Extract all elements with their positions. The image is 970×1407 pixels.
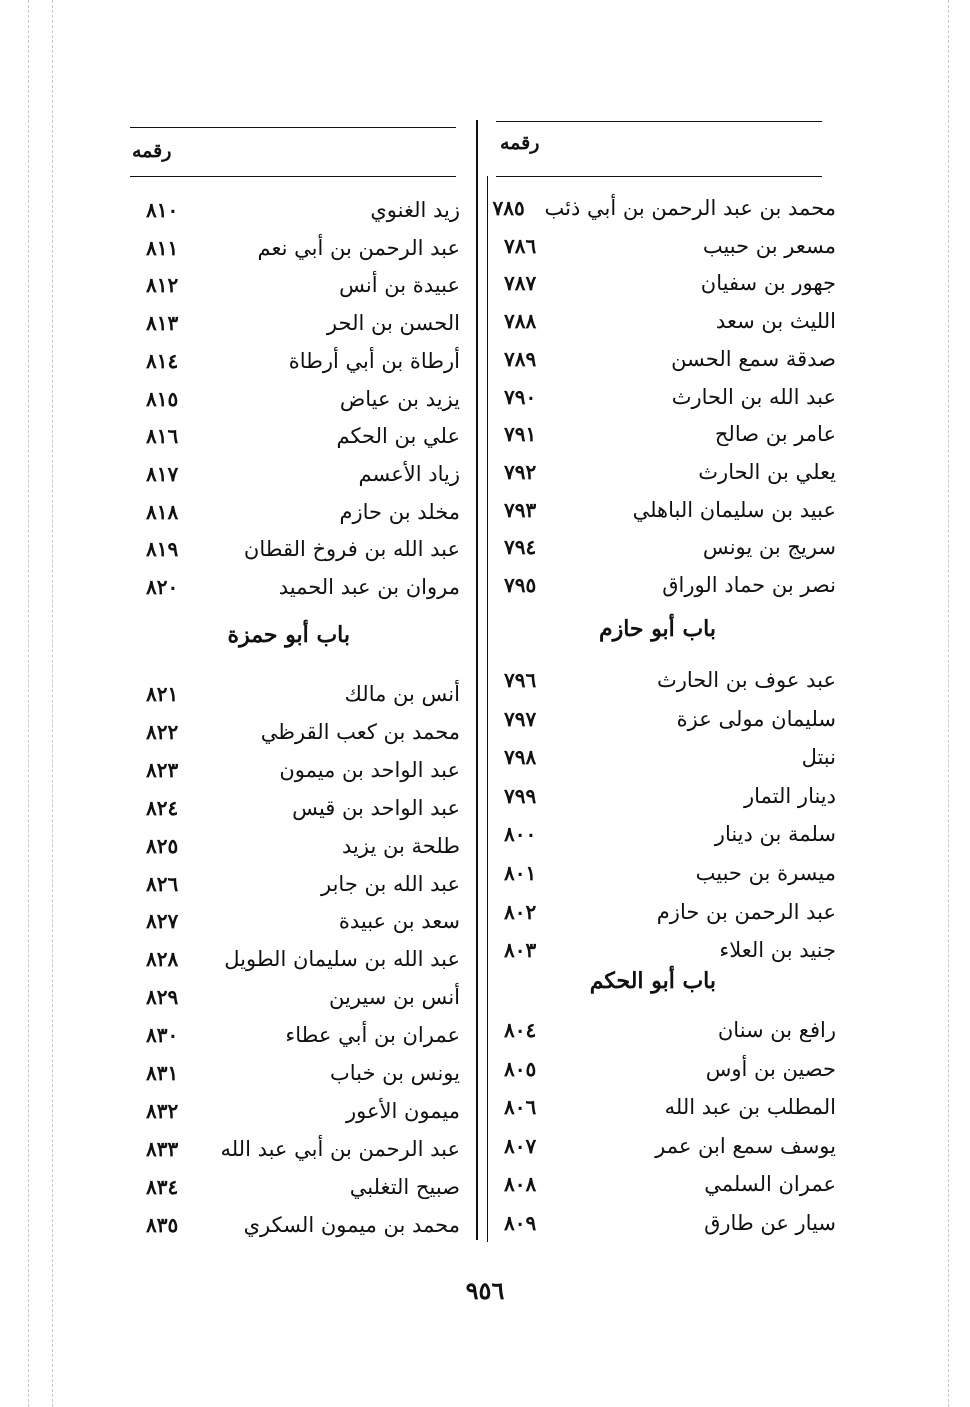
right-column-header: رقمه [500, 132, 540, 154]
entry-name: جنيد بن العلاء [719, 938, 836, 963]
entry-name: الليث بن سعد [715, 309, 836, 334]
section-title-abu-al-hakam: باب أبو الحكم [589, 968, 716, 994]
entry-number: ٨١٨ [146, 499, 179, 524]
entry-number: ٨١٦ [146, 424, 179, 449]
entry-number: ٨٠٣ [504, 938, 537, 963]
entry-number: ٧٨٩ [504, 346, 537, 371]
entry-number: ٨٣٤ [146, 1174, 179, 1199]
list-item [496, 379, 836, 415]
entry-name: حصين بن أوس [705, 1056, 836, 1081]
list-item [130, 714, 460, 750]
list-item [496, 567, 836, 603]
entry-number: ٨٢٩ [146, 985, 179, 1010]
list-item [130, 267, 460, 303]
entry-number: ٨١٩ [146, 537, 179, 562]
entry-name: علي بن الحكم [336, 424, 460, 449]
entry-number: ٧٩١ [504, 422, 537, 447]
entry-number: ٧٨٥ [492, 196, 525, 220]
list-item [496, 701, 836, 737]
list-item [130, 1055, 460, 1091]
list-item [130, 979, 460, 1015]
entry-name: رافع بن سنان [717, 1018, 836, 1042]
entry-number: ٨٣٢ [146, 1098, 179, 1123]
list-item [496, 1012, 836, 1048]
entry-number: ٨١١ [146, 235, 179, 260]
entry-number: ٨١٠ [146, 198, 179, 222]
entry-number: ٨٣٣ [146, 1136, 179, 1161]
list-item [130, 494, 460, 530]
list-item [496, 855, 836, 891]
entry-number: ٨٠١ [504, 861, 537, 885]
list-item [130, 1207, 460, 1243]
list-item [496, 1128, 836, 1164]
list-item [496, 228, 836, 264]
list-item [130, 790, 460, 826]
entry-name: ميسرة بن حبيب [695, 861, 836, 885]
list-item [496, 492, 836, 528]
entry-number: ٨١٧ [146, 461, 179, 486]
entry-name: عبد الرحمن بن أبي عبد الله [220, 1136, 460, 1161]
list-item [496, 932, 836, 968]
entry-name: محمد بن كعب القرظي [260, 719, 460, 744]
entry-number: ٨٠٧ [504, 1133, 537, 1158]
list-item [496, 778, 836, 814]
entry-name: ميمون الأعور [345, 1098, 460, 1123]
list-item [130, 343, 460, 379]
list-item [130, 305, 460, 341]
entry-number: ٧٩٧ [504, 706, 537, 731]
entry-name: سلمة بن دينار [714, 822, 836, 847]
right-header-top-rule [496, 121, 822, 122]
entry-name: عبيدة بن أنس [339, 273, 460, 298]
entry-name: سيار عن طارق [704, 1211, 836, 1235]
entry-name: زيد الغنوي [370, 198, 460, 222]
entry-name: عبيد بن سليمان الباهلي [632, 497, 836, 522]
entry-name: زياد الأعسم [358, 461, 460, 486]
list-item [496, 529, 836, 565]
entry-name: محمد بن ميمون السكري [243, 1212, 460, 1237]
list-item [130, 531, 460, 567]
entry-number: ٨٠٦ [504, 1095, 537, 1120]
left-column-header: رقمه [132, 140, 172, 162]
entry-name: عبد الله بن سليمان الطويل [224, 947, 460, 972]
entry-number: ٨٠٤ [504, 1018, 537, 1042]
entry-number: ٨٣٠ [146, 1023, 179, 1048]
entry-name: جهور بن سفيان [700, 271, 836, 296]
entry-name: أنس بن سيرين [329, 985, 460, 1010]
list-item [130, 903, 460, 939]
entry-name: أنس بن مالك [344, 682, 460, 706]
entry-name: صبيح التغلبي [349, 1174, 460, 1199]
list-item [130, 456, 460, 492]
entry-number: ٨٣٥ [146, 1212, 179, 1237]
list-item [492, 190, 836, 226]
list-item [130, 1169, 460, 1205]
entry-name: عبد الواحد بن ميمون [279, 757, 460, 782]
entry-number: ٨٢٣ [146, 757, 179, 782]
list-item [130, 1131, 460, 1167]
list-item [496, 1166, 836, 1202]
left-column [130, 0, 460, 1407]
entry-number: ٨٠٩ [504, 1211, 537, 1235]
entry-number: ٨٠٠ [504, 822, 537, 847]
entry-number: ٨٢١ [146, 682, 179, 706]
entry-number: ٧٩٩ [504, 783, 537, 808]
list-item [130, 192, 460, 228]
entry-number: ٨٢٠ [146, 575, 179, 599]
list-item [496, 894, 836, 930]
entry-name: الحسن بن الحر [326, 311, 460, 336]
entry-name: المطلب بن عبد الله [664, 1095, 836, 1120]
entry-number: ٨٢٤ [146, 795, 179, 820]
page-number: ٩٥٦ [465, 1276, 505, 1305]
list-item [130, 866, 460, 902]
entry-number: ٧٨٦ [504, 233, 537, 258]
list-item [496, 454, 836, 490]
entry-name: عبد الرحمن بن حازم [656, 899, 836, 924]
entry-name: عبد الله بن فروخ القطان [243, 537, 460, 562]
entry-number: ٧٨٧ [504, 271, 537, 296]
list-item [496, 416, 836, 452]
entry-number: ٨١٣ [146, 311, 179, 336]
entry-name: صدقة سمع الحسن [671, 346, 836, 371]
entry-name: عبد الرحمن بن أبي نعم [257, 235, 460, 260]
entry-number: ٨٠٨ [504, 1172, 537, 1197]
entry-name: يعلي بن الحارث [698, 459, 836, 484]
entry-name: نصر بن حماد الوراق [662, 573, 836, 597]
section-title-abu-hamza: باب أبو حمزة [227, 622, 350, 648]
left-header-bottom-rule [130, 176, 456, 177]
list-item [130, 676, 460, 712]
list-item [496, 662, 836, 698]
entry-name: عبد عوف بن الحارث [657, 668, 836, 692]
list-item [496, 739, 836, 775]
right-column [492, 0, 836, 1407]
entry-name: عمران السلمي [704, 1172, 836, 1197]
entry-name: عامر بن صالح [714, 422, 836, 447]
entry-number: ٧٩٥ [504, 573, 537, 597]
column-divider-inner [487, 176, 488, 1242]
entry-number: ٨٢٧ [146, 909, 179, 934]
entry-number: ٨٠٢ [504, 899, 537, 924]
entry-name: مخلد بن حازم [339, 499, 460, 524]
entry-name: يزيد بن عياض [339, 386, 460, 411]
list-item [496, 1089, 836, 1125]
list-item [496, 1205, 836, 1241]
entry-name: عبد الله بن الحارث [671, 384, 836, 409]
list-item [496, 265, 836, 301]
left-header-top-rule [130, 127, 456, 128]
list-item [130, 569, 460, 605]
list-item [130, 230, 460, 266]
entry-number: ٧٩٣ [504, 497, 537, 522]
entry-number: ٧٩٢ [504, 459, 537, 484]
entry-number: ٨٢٢ [146, 719, 179, 744]
entry-number: ٨١٤ [146, 348, 179, 373]
entry-name: محمد بن عبد الرحمن بن أبي ذئب [544, 196, 836, 220]
list-item [496, 341, 836, 377]
entry-number: ٧٩٤ [504, 535, 537, 560]
entry-name: نبتل [801, 745, 836, 770]
entry-number: ٨٣١ [146, 1061, 179, 1085]
column-divider [476, 120, 478, 1240]
right-header-bottom-rule [496, 176, 822, 177]
list-item [130, 828, 460, 864]
list-item [130, 752, 460, 788]
entry-name: سعد بن عبيدة [338, 909, 460, 934]
entry-name: دينار التمار [744, 783, 836, 808]
entry-number: ٧٩٨ [504, 745, 537, 770]
entry-number: ٨١٢ [146, 273, 179, 298]
list-item [130, 381, 460, 417]
entry-number: ٧٩٠ [504, 384, 537, 409]
entry-name: أرطاة بن أبي أرطاة [288, 348, 460, 373]
list-item [496, 1051, 836, 1087]
entry-name: سريج بن يونس [702, 535, 836, 560]
entry-number: ٨٢٦ [146, 871, 179, 896]
entry-number: ٨١٥ [146, 386, 179, 411]
entry-name: عمران بن أبي عطاء [285, 1023, 460, 1048]
entry-name: يونس بن خباب [330, 1061, 460, 1085]
entry-name: مروان بن عبد الحميد [278, 575, 460, 599]
list-item [496, 816, 836, 852]
list-item [130, 941, 460, 977]
section-title-abu-hazim: باب أبو حازم [598, 616, 716, 642]
entry-name: طلحة بن يزيد [342, 833, 460, 858]
entry-number: ٧٨٨ [504, 309, 537, 334]
entry-number: ٨٠٥ [504, 1056, 537, 1081]
entry-number: ٨٢٥ [146, 833, 179, 858]
entry-name: سليمان مولى عزة [676, 706, 836, 731]
entry-number: ٧٩٦ [504, 668, 537, 692]
list-item [130, 418, 460, 454]
entry-name: مسعر بن حبيب [702, 233, 836, 258]
entry-name: عبد الواحد بن قيس [292, 795, 460, 820]
list-item [496, 303, 836, 339]
list-item [130, 1017, 460, 1053]
entry-name: يوسف سمع ابن عمر [655, 1133, 836, 1158]
entry-name: عبد الله بن جابر [320, 871, 460, 896]
list-item [130, 1093, 460, 1129]
entry-number: ٨٢٨ [146, 947, 179, 972]
